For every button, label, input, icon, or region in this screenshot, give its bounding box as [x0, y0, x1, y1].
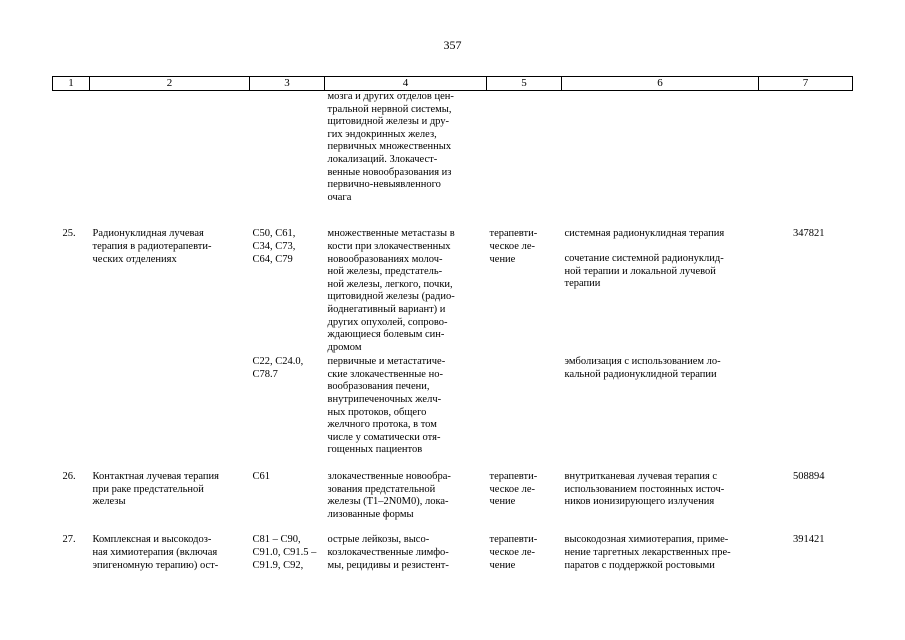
care-type-cell [90, 228, 250, 354]
text-line: желчного протока, в том [327, 419, 437, 431]
column-header-1: 1 [53, 77, 90, 91]
text-line: ждающиеся болевым син- [327, 329, 445, 341]
cost-norm: 347821 [793, 228, 825, 240]
text-line: зования предстательной [327, 483, 436, 495]
text-line: чение [489, 559, 516, 571]
text-line: Контактная лучевая терапия [92, 471, 219, 483]
text-line: ческих отделениях [92, 253, 177, 265]
text-line: щитовидной железы (радио- [327, 291, 455, 303]
text-line: лизованные формы [327, 508, 414, 520]
text-line: терапевти- [489, 228, 538, 240]
text-line: системная радионуклидная терапия [564, 228, 725, 240]
text-line: гих эндокринных желез, [327, 128, 437, 140]
table-row [53, 534, 853, 572]
table-subrow [53, 354, 853, 457]
treatment-type-cell [487, 471, 562, 521]
text-line: ных протоков, общего [327, 406, 427, 418]
row-number: 26. [62, 471, 76, 483]
patient-model-cell [325, 354, 487, 457]
text-line: мы, рецидивы и резистент- [327, 559, 449, 571]
text-line: терапия в радиотерапевти- [92, 240, 212, 252]
row-number: 25. [62, 228, 76, 240]
text-line: C34, C73, [252, 240, 296, 252]
icd-codes-cell [250, 471, 325, 521]
column-header-6: 6 [562, 77, 759, 91]
medical-care-table [52, 76, 853, 572]
text-line: Комплексная и высокодоз- [92, 534, 212, 546]
text-line: ной железы, предстатель- [327, 266, 443, 278]
text-line: C78.7 [252, 368, 278, 380]
text-line: терапии [564, 278, 601, 290]
text-line: эпигеномную терапию) ост- [92, 559, 219, 571]
text-line: новообразованиях молоч- [327, 253, 443, 265]
column-header-7: 7 [759, 77, 853, 91]
text-line: кости при злокачественных [327, 240, 451, 252]
column-header-3: 3 [250, 77, 325, 91]
text-line: железы (T1–2N0M0), лока- [327, 496, 449, 508]
table-row [53, 228, 853, 354]
text-line: C81 – C90, [252, 534, 301, 546]
text-line: ческое ле- [489, 240, 535, 252]
text-line: острые лейкозы, высо- [327, 534, 430, 546]
text-line: паратов с поддержкой ростовыми [564, 559, 715, 571]
text-line: первичных множественных [327, 141, 452, 153]
table-row [53, 471, 853, 521]
continuation-row [53, 91, 853, 205]
text-line: высокодозная химиотерапия, приме- [564, 534, 729, 546]
text-line: C91.0, C91.5 – [252, 547, 317, 558]
text-line: мозга и других отделов цен- [327, 91, 454, 102]
text-line: чение [489, 253, 516, 265]
text-line: йоднегативный вариант) и [327, 303, 446, 315]
text-line: внутрипеченочных желч- [327, 394, 442, 406]
text-line: железы [92, 496, 126, 508]
text-line: ские злокачественные но- [327, 368, 443, 380]
text-line: злокачественные новообра- [327, 471, 451, 483]
text-line: C64, C79 [252, 253, 293, 265]
treatment-type-cell [487, 228, 562, 354]
text-line: ников ионизирующего излучения [564, 496, 715, 508]
text-line: первично-невыявленного [327, 179, 441, 191]
continuation-model-cell [325, 91, 487, 205]
text-line: ческое ле- [489, 547, 535, 558]
column-header-4: 4 [325, 77, 487, 91]
cost-norm: 391421 [793, 534, 825, 546]
text-line: множественные метастазы в [327, 228, 455, 240]
text-line: сочетание системной радионуклид- [564, 252, 724, 264]
text-line: локализаций. Злокачест- [327, 153, 438, 165]
treatment-method-cell [562, 228, 759, 354]
text-line: тральной нервной системы, [327, 103, 452, 115]
text-line: числе у соматически отя- [327, 431, 441, 443]
text-line: внутритканевая лучевая терапия с [564, 471, 718, 483]
text-line: при раке предстательной [92, 483, 204, 495]
icd-codes-cell [250, 354, 325, 457]
column-header-5: 5 [487, 77, 562, 91]
icd-codes-cell [250, 534, 325, 572]
text-line: первичные и метастатиче- [327, 356, 446, 368]
column-header-2: 2 [90, 77, 250, 91]
text-line: C61 [252, 471, 271, 483]
treatment-method-cell [562, 534, 759, 572]
text-line: других опухолей, сопрово- [327, 316, 448, 328]
patient-model-cell [325, 534, 487, 572]
text-line: чение [489, 496, 516, 508]
page-number: 357 [443, 38, 462, 52]
text-line: нение таргетных лекарственных пре- [564, 547, 731, 558]
treatment-method-cell [562, 354, 759, 457]
text-line: очага [327, 191, 352, 203]
treatment-type-cell [487, 534, 562, 572]
patient-model-cell [325, 471, 487, 521]
text-line: дромом [327, 341, 362, 353]
text-line: ной железы, легкого, почки, [327, 278, 453, 290]
row-number: 27. [62, 534, 76, 546]
text-line: ная химиотерапия (включая [92, 547, 218, 558]
column-number-header-row [53, 77, 853, 91]
text-line: терапевти- [489, 534, 538, 546]
text-line: использованием постоянных источ- [564, 483, 725, 495]
text-line: C22, C24.0, [252, 356, 304, 368]
text-line: ческое ле- [489, 483, 535, 495]
text-line: кальной радионуклидной терапии [564, 368, 717, 380]
text-line: щитовидной железы и дру- [327, 116, 450, 128]
text-line: ной терапии и локальной лучевой [564, 265, 716, 277]
text-line: гощенных пациентов [327, 444, 423, 456]
treatment-method-cell [562, 471, 759, 521]
care-type-cell [90, 471, 250, 521]
cost-norm: 508894 [793, 471, 825, 483]
patient-model-cell [325, 228, 487, 354]
text-line: венные новообразования из [327, 166, 452, 178]
text-line: Радионуклидная лучевая [92, 228, 204, 240]
text-line: вообразования печени, [327, 381, 430, 393]
care-type-cell [90, 534, 250, 572]
text-line: козлокачественные лимфо- [327, 547, 449, 558]
text-line: эмболизация с использованием ло- [564, 356, 721, 368]
text-line: C50, C61, [252, 228, 296, 240]
text-line: C91.9, C92, [252, 559, 304, 571]
text-line: терапевти- [489, 471, 538, 483]
icd-codes-cell [250, 228, 325, 354]
